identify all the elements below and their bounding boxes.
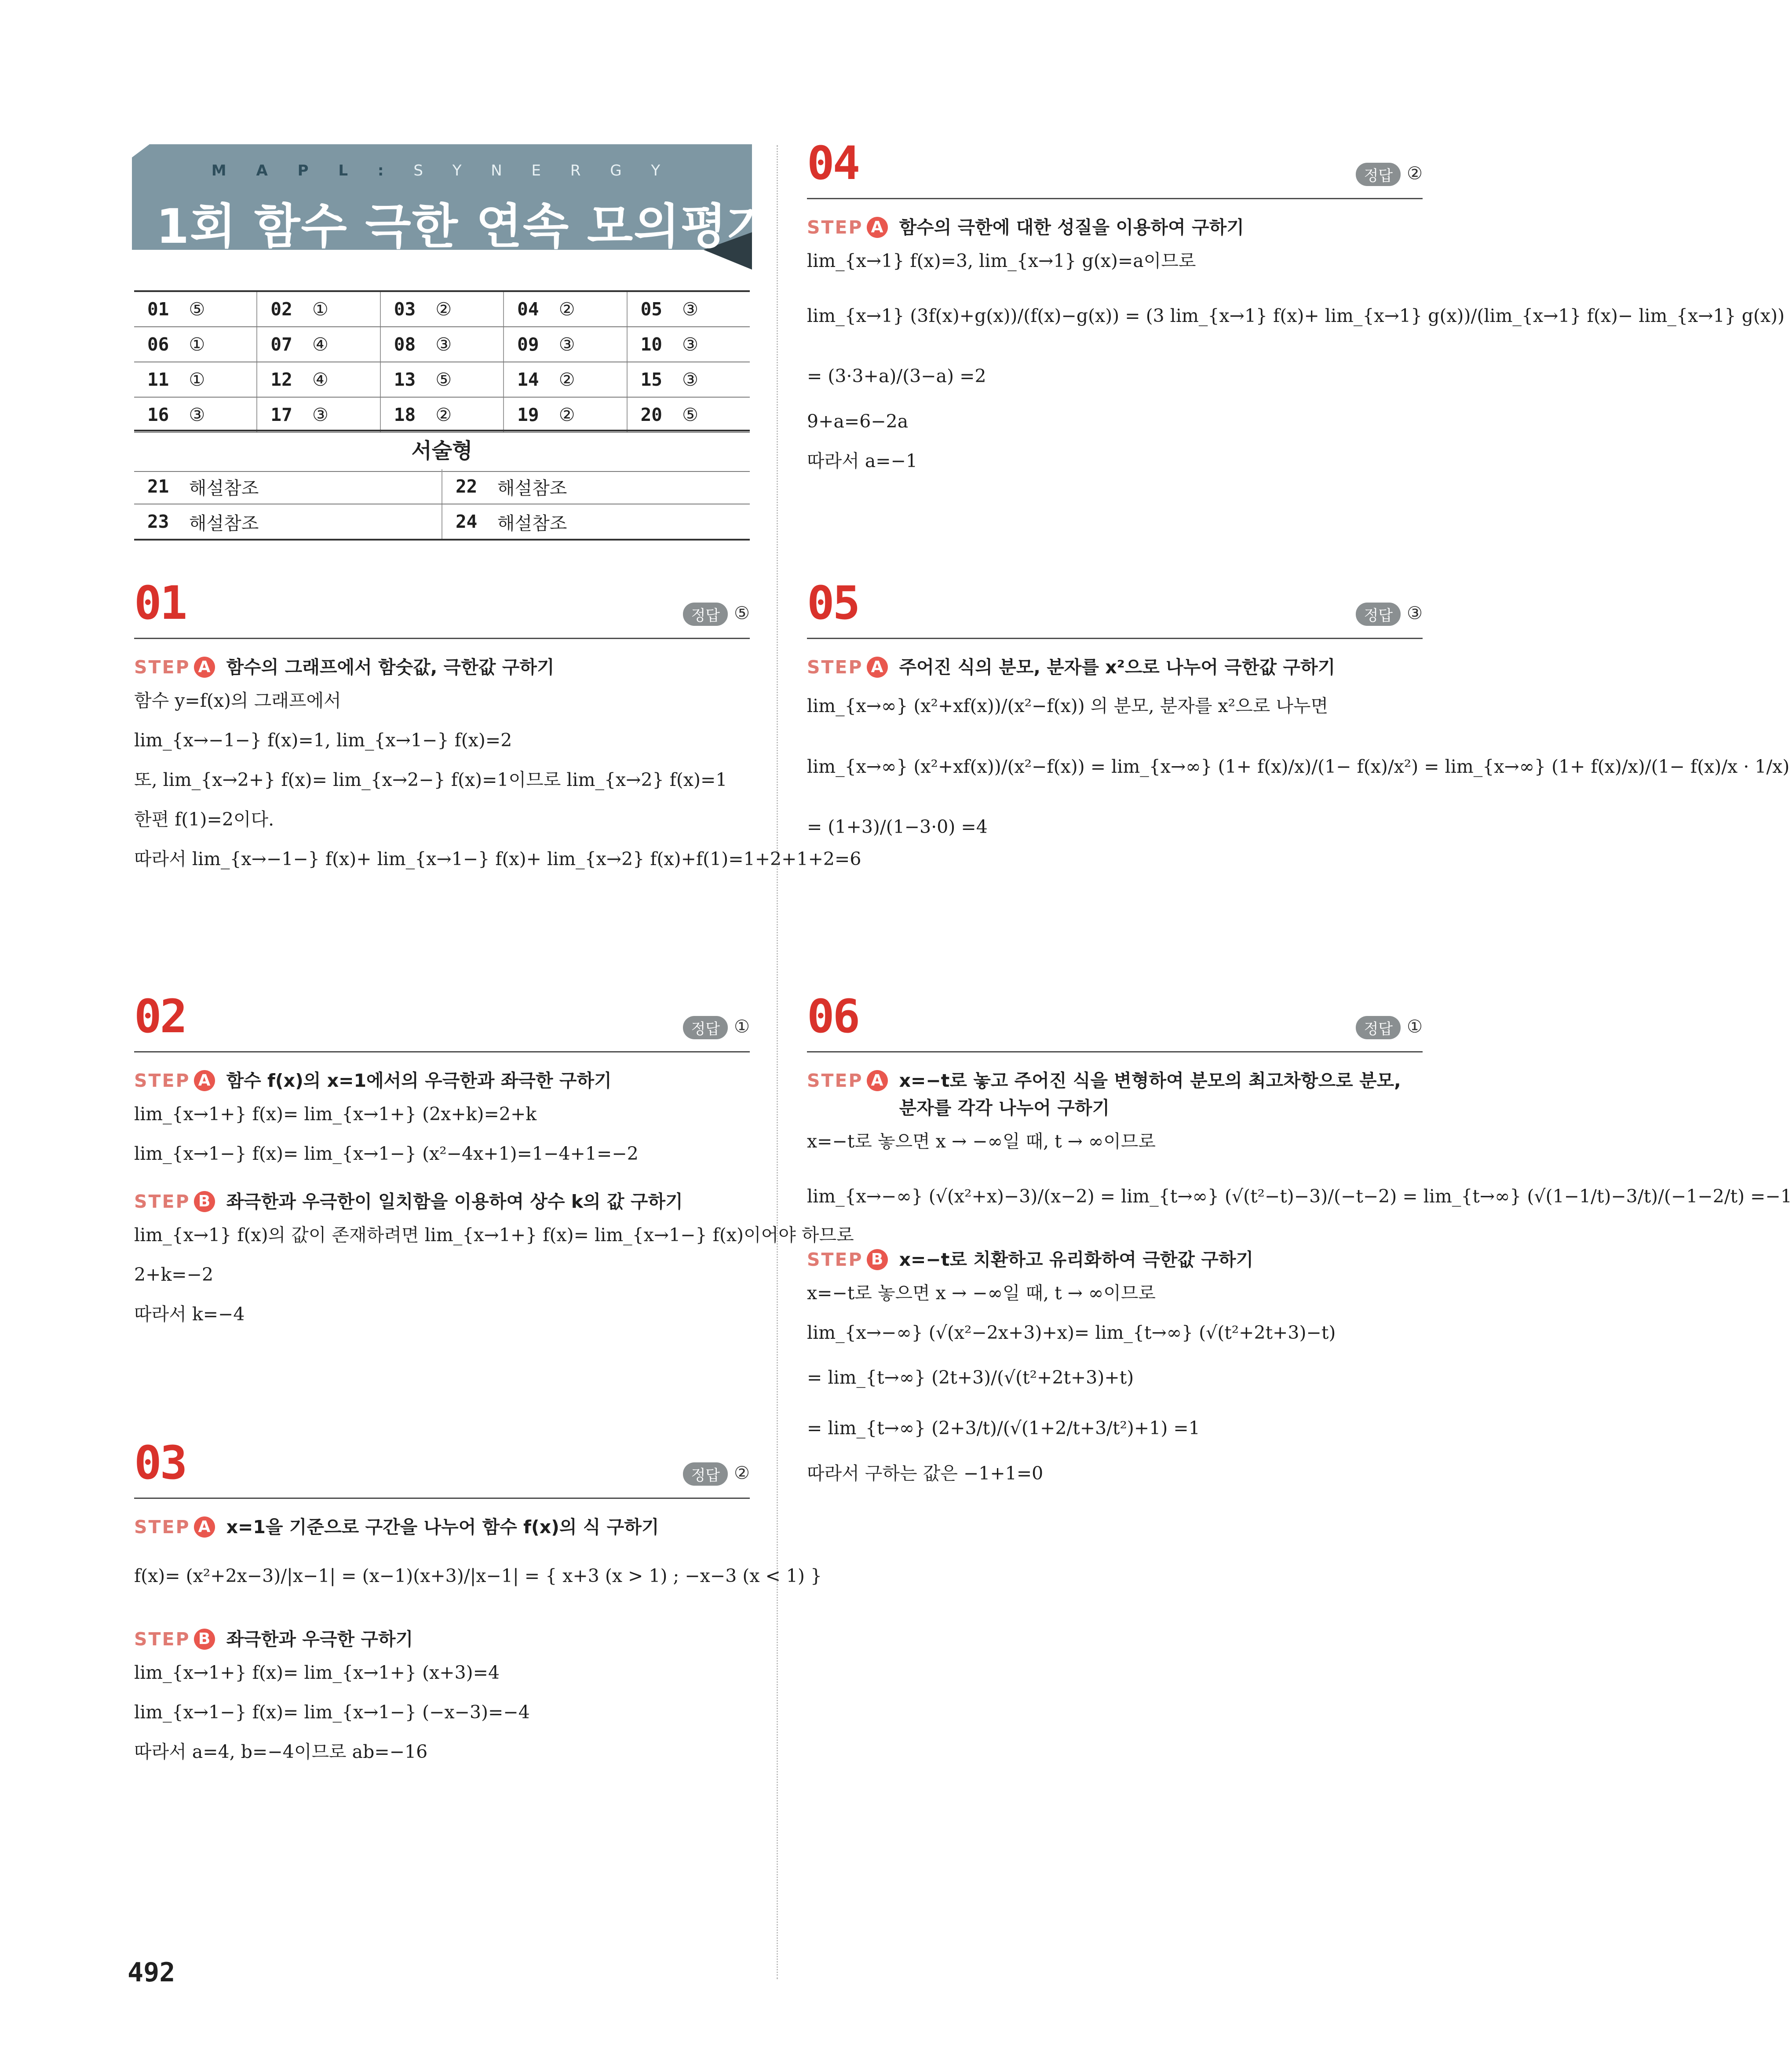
- step-letter: A: [194, 1070, 215, 1091]
- step-word: STEP: [807, 217, 863, 238]
- problem-03: [134, 1432, 822, 1772]
- solution-line: lim_{x→−∞} (√(x²+x)−3)/(x−2) = lim_{t→∞} (√(t²−t)−3)/(−t−2) = lim_{t→∞} (√(1−1/t)−3/t)/(−1−2/t) =−1: [807, 1186, 1792, 1207]
- answer-choice: ①: [189, 327, 257, 362]
- step-letter: A: [867, 1070, 888, 1091]
- section-header: [134, 572, 750, 639]
- essay-answer: 해설참조: [189, 469, 442, 504]
- answer-choice: ②: [559, 397, 627, 432]
- answer-number: 10: [627, 327, 682, 362]
- step-heading: [134, 1070, 750, 1094]
- answer-label: 정답: [683, 1016, 728, 1039]
- solution-line: 따라서 k=−4: [134, 1304, 245, 1325]
- answer-number: 20: [627, 397, 682, 432]
- banner-brand: [132, 162, 752, 179]
- problem-number: 03: [134, 1436, 186, 1490]
- answer-value: ②: [734, 1463, 750, 1483]
- step-word: STEP: [134, 657, 190, 678]
- solution-line: 또, lim_{x→2+} f(x)= lim_{x→2−} f(x)=1이므로 lim_{x→2} f(x)=1: [134, 769, 727, 790]
- section-header: [134, 1432, 750, 1499]
- answer-number: 08: [380, 327, 436, 362]
- essay-number: 22: [442, 469, 497, 504]
- answer-choice: ③: [435, 327, 504, 362]
- banner-brand-thin: S Y N E R G Y: [413, 162, 673, 179]
- answer-tag: [1356, 163, 1423, 186]
- solution-line: 따라서 구하는 값은 −1+1=0: [807, 1463, 1044, 1484]
- step-word: STEP: [807, 657, 863, 678]
- solution-line: lim_{x→1+} f(x)= lim_{x→1+} (x+3)=4: [134, 1662, 500, 1683]
- page-number: 492: [128, 1957, 175, 1988]
- answer-row: [134, 397, 750, 432]
- step-title: 함수 f(x)의 x=1에서의 우극한과 좌극한 구하기: [226, 1070, 612, 1091]
- solution-line: 함수 y=f(x)의 그래프에서: [134, 690, 341, 711]
- answer-number: 11: [134, 362, 189, 397]
- step-heading: [807, 1070, 1423, 1122]
- problem-number: 05: [807, 576, 859, 630]
- solution-line: 따라서 lim_{x→−1−} f(x)+ lim_{x→1−} f(x)+ lim_{x→2} f(x)+f(1)=1+2+1+2=6: [134, 848, 861, 870]
- step-word: STEP: [134, 1191, 190, 1212]
- solution-line: 2+k=−2: [134, 1264, 214, 1285]
- answer-tag: [1356, 603, 1423, 626]
- answer-row: [134, 327, 750, 362]
- section-header: [807, 132, 1423, 199]
- answer-choice: ②: [435, 291, 504, 327]
- step-word: STEP: [134, 1629, 190, 1650]
- answer-row: [134, 291, 750, 327]
- answer-tag: [683, 1462, 750, 1486]
- step-letter: A: [194, 657, 215, 678]
- answer-choice: ①: [189, 362, 257, 397]
- answer-number: 04: [504, 291, 559, 327]
- step-heading: [134, 1516, 750, 1541]
- step-heading: [807, 657, 1423, 681]
- answer-number: 18: [380, 397, 436, 432]
- solution-line: x=−t로 놓으면 x → −∞일 때, t → ∞이므로: [807, 1282, 1156, 1304]
- answer-tag: [1356, 1016, 1423, 1039]
- answer-choice: ⑤: [435, 362, 504, 397]
- solution-line: lim_{x→1} f(x)=3, lim_{x→1} g(x)=a이므로: [807, 250, 1196, 271]
- essay-number: 23: [134, 504, 189, 540]
- step-word: STEP: [807, 1070, 863, 1091]
- answer-label: 정답: [1356, 603, 1401, 626]
- answer-choice: ③: [312, 397, 380, 432]
- step-title: 좌극한과 우극한이 일치함을 이용하여 상수 k의 값 구하기: [226, 1191, 683, 1212]
- answer-number: 17: [257, 397, 312, 432]
- answer-number: 03: [380, 291, 436, 327]
- step-title: 함수의 그래프에서 함숫값, 극한값 구하기: [226, 657, 555, 678]
- step-heading: [134, 1629, 750, 1653]
- answer-choice: ④: [312, 327, 380, 362]
- essay-row: [134, 469, 750, 504]
- answer-number: 13: [380, 362, 436, 397]
- banner-brand-bold: M A P L :: [211, 162, 396, 179]
- essay-answer: 해설참조: [189, 504, 442, 540]
- solution-line: 한편 f(1)=2이다.: [134, 809, 274, 830]
- solution-line: = lim_{t→∞} (2+3/t)/(√(1+2/t+3/t²)+1) =1: [807, 1418, 1200, 1439]
- step-title: 주어진 식의 분모, 분자를 x²으로 나누어 극한값 구하기: [899, 657, 1336, 678]
- solution-line: lim_{x→−1−} f(x)=1, lim_{x→1−} f(x)=2: [134, 730, 512, 751]
- step-heading: [807, 1249, 1423, 1273]
- solution-line: f(x)= (x²+2x−3)/|x−1| = (x−1)(x+3)/|x−1| = { x+3 (x > 1) ; −x−3 (x < 1) }: [134, 1565, 822, 1586]
- step-letter: A: [867, 657, 888, 678]
- step-word: STEP: [134, 1070, 190, 1091]
- essay-answer: 해설참조: [497, 469, 750, 504]
- solution-line: lim_{x→∞} (x²+xf(x))/(x²−f(x)) = lim_{x→∞} (1+ f(x)/x)/(1− f(x)/x²) = lim_{x→∞} (1+ f(x)/x)/(1− f(x)/x · 1/x): [807, 756, 1790, 777]
- essay-number: 21: [134, 469, 189, 504]
- solution-line: lim_{x→∞} (x²+xf(x))/(x²−f(x)) 의 분모, 분자를 x²으로 나누면: [807, 695, 1328, 716]
- solution-line: lim_{x→1−} f(x)= lim_{x→1−} (−x−3)=−4: [134, 1702, 530, 1723]
- answer-label: 정답: [1356, 1016, 1401, 1039]
- step-heading: [807, 217, 1423, 241]
- answer-value: ⑤: [734, 603, 750, 624]
- answer-number: 15: [627, 362, 682, 397]
- problem-number: 06: [807, 990, 859, 1043]
- answer-value: ②: [1407, 163, 1423, 184]
- essay-answer: 해설참조: [497, 504, 750, 540]
- essay-row: [134, 504, 750, 540]
- step-heading: [134, 657, 750, 681]
- essay-answer-table: [134, 469, 750, 541]
- solution-line: lim_{x→−∞} (√(x²−2x+3)+x)= lim_{t→∞} (√(t²+2t+3)−t): [807, 1322, 1336, 1343]
- solution-line: = (3·3+a)/(3−a) =2: [807, 365, 986, 387]
- problem-number: 01: [134, 576, 186, 630]
- step-heading: [134, 1191, 750, 1215]
- solution-line: lim_{x→1} (3f(x)+g(x))/(f(x)−g(x)) = (3 lim_{x→1} f(x)+ lim_{x→1} g(x))/(lim_{x→1} f(x)− lim_{x→1} g(x)): [807, 305, 1785, 326]
- step-letter: B: [194, 1629, 215, 1650]
- answer-choice: ④: [312, 362, 380, 397]
- step-letter: B: [194, 1191, 215, 1212]
- step-letter: A: [194, 1516, 215, 1538]
- answer-choice: ③: [682, 291, 750, 327]
- answer-choice: ③: [682, 362, 750, 397]
- answer-number: 14: [504, 362, 559, 397]
- step-title: x=−t로 놓고 주어진 식을 변형하여 분모의 최고차항으로 분모, 분자를 각각 나누어 구하기: [899, 1070, 1401, 1118]
- essay-number: 24: [442, 504, 497, 540]
- answer-label: 정답: [683, 1462, 728, 1486]
- answer-label: 정답: [1356, 163, 1401, 186]
- page-title: 1회 함수 극한 연속 모의평가: [156, 199, 774, 254]
- solution-line: 따라서 a=−1: [807, 450, 918, 471]
- answer-choice: ⑤: [682, 397, 750, 432]
- solution-line: = (1+3)/(1−3·0) =4: [807, 816, 988, 837]
- solution-line: 따라서 a=4, b=−4이므로 ab=−16: [134, 1741, 428, 1762]
- step-title: x=1을 기준으로 구간을 나누어 함수 f(x)의 식 구하기: [226, 1516, 659, 1538]
- answer-number: 07: [257, 327, 312, 362]
- answer-value: ①: [734, 1016, 750, 1037]
- answer-number: 09: [504, 327, 559, 362]
- step-title: 좌극한과 우극한 구하기: [226, 1629, 413, 1650]
- answer-key-table: [134, 290, 750, 433]
- answer-number: 12: [257, 362, 312, 397]
- solution-line: lim_{x→1−} f(x)= lim_{x→1−} (x²−4x+1)=1−4+1=−2: [134, 1143, 639, 1164]
- answer-number: 06: [134, 327, 189, 362]
- answer-choice: ②: [559, 362, 627, 397]
- answer-choice: ③: [682, 327, 750, 362]
- answer-number: 01: [134, 291, 189, 327]
- problem-number: 02: [134, 990, 186, 1043]
- section-header: [807, 572, 1423, 639]
- step-letter: B: [867, 1249, 888, 1270]
- answer-choice: ③: [189, 397, 257, 432]
- problem-number: 04: [807, 136, 859, 190]
- title-banner: [132, 144, 774, 270]
- answer-number: 05: [627, 291, 682, 327]
- step-title: x=−t로 치환하고 유리화하여 극한값 구하기: [899, 1249, 1254, 1270]
- column-divider: [777, 145, 778, 1979]
- step-word: STEP: [807, 1249, 863, 1270]
- answer-value: ③: [1407, 603, 1423, 624]
- answer-value: ①: [1407, 1016, 1423, 1037]
- solution-line: 9+a=6−2a: [807, 411, 909, 432]
- answer-choice: ③: [559, 327, 627, 362]
- solution-line: lim_{x→1} f(x)의 값이 존재하려면 lim_{x→1+} f(x)= lim_{x→1−} f(x)이어야 하므로: [134, 1224, 854, 1246]
- section-header: [807, 985, 1423, 1052]
- problem-06: [807, 985, 1792, 1493]
- answer-label: 정답: [683, 603, 728, 626]
- solution-line: x=−t로 놓으면 x → −∞일 때, t → ∞이므로: [807, 1131, 1156, 1152]
- answer-choice: ⑤: [189, 291, 257, 327]
- essay-heading: 서술형: [134, 430, 750, 472]
- step-word: STEP: [134, 1516, 190, 1538]
- answer-choice: ①: [312, 291, 380, 327]
- answer-tag: [683, 603, 750, 626]
- answer-row: [134, 362, 750, 397]
- answer-number: 02: [257, 291, 312, 327]
- step-title: 함수의 극한에 대한 성질을 이용하여 구하기: [899, 217, 1244, 238]
- answer-number: 16: [134, 397, 189, 432]
- solution-line: = lim_{t→∞} (2t+3)/(√(t²+2t+3)+t): [807, 1367, 1134, 1388]
- answer-number: 19: [504, 397, 559, 432]
- answer-tag: [683, 1016, 750, 1039]
- problem-05: [807, 572, 1790, 852]
- solution-line: lim_{x→1+} f(x)= lim_{x→1+} (2x+k)=2+k: [134, 1103, 537, 1125]
- answer-choice: ②: [559, 291, 627, 327]
- answer-choice: ②: [435, 397, 504, 432]
- step-letter: A: [867, 217, 888, 238]
- section-header: [134, 985, 750, 1052]
- problem-04: [807, 132, 1785, 481]
